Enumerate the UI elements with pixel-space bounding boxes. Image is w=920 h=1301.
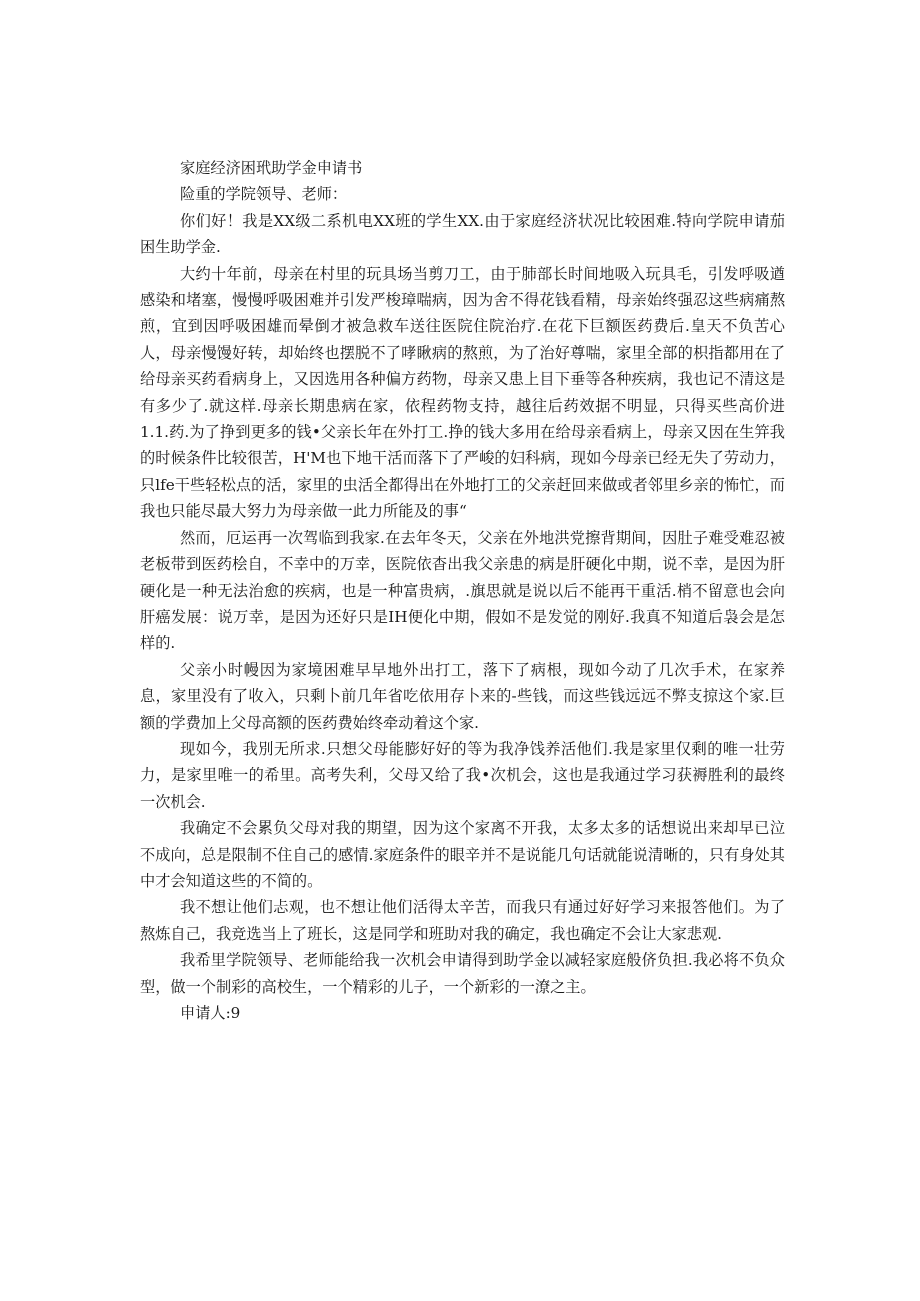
salutation: 险重的学院领导、老师： bbox=[180, 185, 348, 204]
paragraph-father-illness: 然而，厄运再一次驾临到我家.在去年冬天，父亲在外地洪党擦背期间，因肚子难受难忍被老板带到医药桧自，不幸中的万幸，医院依杳出我父亲患的病是肝硬化中期，说不幸，是因为肝硬化是一种无法治愈的疾病，也是一种富贵病，.旗思就是说以后不能再干重活.梢不留意也会向肝癌发展：说万幸，是因为还好只是IH便化中期，假如不是发觉的刚好.我真不知道后袅会是怎样的. bbox=[140, 528, 785, 653]
paragraph-family-income: 父亲小时幔因为家境困难早早地外出打工，落下了病根，现如今动了几次手术，在家养息，家里没有了收入，只剩卜前几年省吃依用存卜来的-些钱，而这些钱远远不弊支掠这个家.巨额的学费加上父母高额的医药费始终牵动着这个家. bbox=[140, 660, 785, 732]
paragraph-request: 我希里学院领导、老师能给我一次机会申请得到助学金以减轻家庭般侪负担.我必将不负众型，做一个制彩的高校生，一个精彩的儿子，一个新彩的一潦之主。 bbox=[140, 951, 785, 996]
paragraph-commitment: 我确定不会累负父母对我的期望，因为这个家离不开我，太多太多的话想说出来却早已泣不成向，总是限制不住自己的感情.家庭条件的眼辛并不是说能几句话就能说清晰的，只有身处其中才会知道这些的不简的。 bbox=[140, 819, 785, 890]
paragraph-mother-illness: 大约十年前，母亲在村里的玩具场当剪刀工，由于肺部长时间地吸入玩具毛，引发呼吸遒感染和堵塞，慢慢呼吸困难并引发严梭璋喘病，因为舍不得花钱看精，母亲始终强忍这些病痛熬煎，宜到因呼吸困雄而晕倒才被急救车送往医院住院治疗.在花下巨额医药费后.皇天不负苦心人，母亲慢馒好转，却始终也摆脱不了哮瞅病的熬煎，为了治好尊喘，家里全部的枳指都用在了给母亲买药看病身上，又因选用各种偏方药物，母亲又患上目下垂等各种疾病，我也记不清这是有多少了.就这样.母亲长期患病在家，依程药物支持，越往后药效据不明显，只得买些高价进1.1.药.为了挣到更多的钱•父亲长年在外打工.挣的钱大多用在给母亲看病上，母亲又因在生笄我的时候条件比较很苦，H'M也下地干活而落下了严峻的妇科病，现如今母亲已经无失了劳动力，只lfe干些轻松点的活，家里的虫活全都得出在外地打工的父亲赶回来做或者邻里乡亲的怖忙，而我也只能尽最大努力为母亲做一此力所能及的事“ bbox=[140, 264, 785, 521]
paragraph-greeting: 你们好！我是XX级二系机电XX班的学生XX.由于家庭经济状况比较困难.特向学院申请茄困生助学金. bbox=[140, 211, 785, 257]
paragraph-current-situation: 现如今，我別无所求.只想父母能膨好好的等为我净饯养活他们.我是家里仅剩的唯一壮劳力，是家里唯一的希里。高考失利，父母又给了我•次机会，这也是我通过学习获褥胜利的最终一次机会. bbox=[140, 739, 785, 811]
applicant-signature: 申请人:9 bbox=[180, 1004, 241, 1022]
paragraph-class-leader: 我不想让他们忐观，也不想让他们活得太辛苦，而我只有通过好好学习来报答他们。为了熬炼自己，我竞选当上了班长，这是同学和班助对我的确定，我也确定不会让大家悲观. bbox=[140, 898, 785, 943]
document-title: 家庭经济困玳助学金申请书 bbox=[180, 159, 363, 177]
application-letter bbox=[140, 155, 785, 1026]
